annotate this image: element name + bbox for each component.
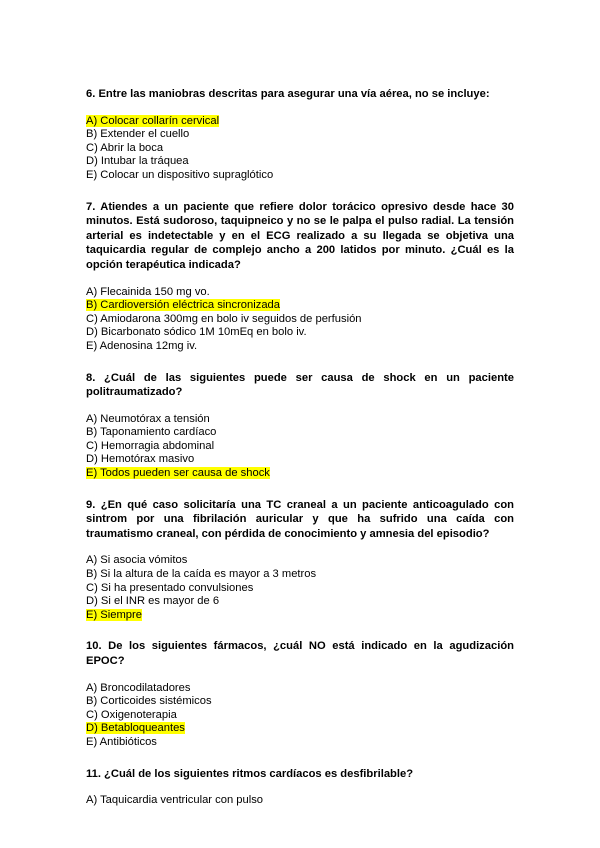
option-e (86, 340, 514, 354)
option-b (86, 695, 514, 709)
question-text: 10. De los siguientes fármacos, ¿cuál NO está indicado en la agudización EPOC? (86, 640, 514, 667)
options-list (86, 413, 514, 481)
option-text: D) Betabloqueantes (86, 722, 185, 735)
option-text: B) Corticoides sistémicos (86, 695, 212, 708)
option-a (86, 115, 514, 129)
option-text: A) Taquicardia ventricular con pulso (86, 794, 264, 807)
option-a (86, 413, 514, 427)
option-d (86, 155, 514, 169)
option-c (86, 313, 514, 327)
option-text: E) Siempre (86, 608, 142, 621)
option-text: A) Colocar collarín cervical (86, 114, 220, 127)
option-a (86, 682, 514, 696)
question-6 (86, 87, 514, 183)
option-text: C) Hemorragia abdominal (86, 439, 215, 452)
options-list (86, 286, 514, 354)
option-text: A) Si asocia vómitos (86, 554, 188, 567)
option-c (86, 440, 514, 454)
option-text: A) Broncodilatadores (86, 681, 191, 694)
question-text: 9. ¿En qué caso solicitaría una TC craneal a un paciente anticoagulado con sintrom por una fibrilación auricular y que ha sufrido una caída con traumatismo craneal, con pérdida de conocimiento y amnesia del episodio? (86, 498, 514, 540)
option-text: B) Si la altura de la caída es mayor a 3 metros (86, 568, 317, 581)
option-b (86, 128, 514, 142)
option-e (86, 609, 514, 623)
option-a (86, 794, 514, 808)
option-text: D) Si el INR es mayor de 6 (86, 595, 220, 608)
option-text: B) Taponamiento cardíaco (86, 426, 217, 439)
option-text: E) Adenosina 12mg iv. (86, 339, 198, 352)
option-d (86, 326, 514, 340)
option-text: D) Hemotórax masivo (86, 453, 195, 466)
question-11 (86, 767, 514, 808)
document-page (86, 87, 514, 825)
question-text: 8. ¿Cuál de las siguientes puede ser causa de shock en un paciente politraumatizado? (86, 371, 514, 399)
option-d (86, 453, 514, 467)
option-c (86, 582, 514, 596)
options-list (86, 554, 514, 622)
options-list (86, 794, 514, 808)
option-text: D) Bicarbonato sódico 1M 10mEq en bolo iv. (86, 326, 307, 339)
option-c (86, 709, 514, 723)
question-10 (86, 639, 514, 749)
option-e (86, 736, 514, 750)
question-8 (86, 371, 514, 481)
option-text: B) Cardioversión eléctrica sincronizada (86, 299, 281, 312)
option-text: A) Neumotórax a tensión (86, 412, 210, 425)
option-a (86, 286, 514, 300)
option-text: E) Colocar un dispositivo supraglótico (86, 168, 274, 181)
question-9 (86, 498, 514, 623)
option-b (86, 299, 514, 313)
option-b (86, 568, 514, 582)
options-list (86, 115, 514, 183)
option-text: C) Oxigenoterapia (86, 708, 177, 721)
question-text: 6. Entre las maniobras descritas para asegurar una vía aérea, no se incluye: (86, 88, 490, 100)
option-text: E) Antibióticos (86, 735, 157, 748)
option-text: C) Amiodarona 300mg en bolo iv seguidos de perfusión (86, 312, 362, 325)
question-text: 11. ¿Cuál de los siguientes ritmos cardíacos es desfibrilable? (86, 767, 414, 780)
option-d (86, 722, 514, 736)
option-text: C) Si ha presentado convulsiones (86, 581, 254, 594)
option-text: A) Flecainida 150 mg vo. (86, 285, 210, 298)
option-text: B) Extender el cuello (86, 128, 190, 141)
option-text: D) Intubar la tráquea (86, 155, 189, 168)
option-c (86, 142, 514, 156)
option-a (86, 554, 514, 568)
options-list (86, 682, 514, 750)
option-e (86, 467, 514, 481)
option-text: E) Todos pueden ser causa de shock (86, 467, 270, 480)
question-7 (86, 200, 514, 354)
question-text: 7. Atiendes a un paciente que refiere dolor torácico opresivo desde hace 30 minutos. Está sudoroso, taquipneico y no se le palpa el pulso radial. La tensión arterial es indetectable y en el ECG realizado a su llegada se objetiva una taquicardia regular de complejo ancho a 200 latidos por minuto. ¿Cuál es la opción terapéutica indicada? (86, 200, 514, 271)
option-e (86, 169, 514, 183)
option-text: C) Abrir la boca (86, 141, 164, 154)
option-b (86, 426, 514, 440)
option-d (86, 595, 514, 609)
